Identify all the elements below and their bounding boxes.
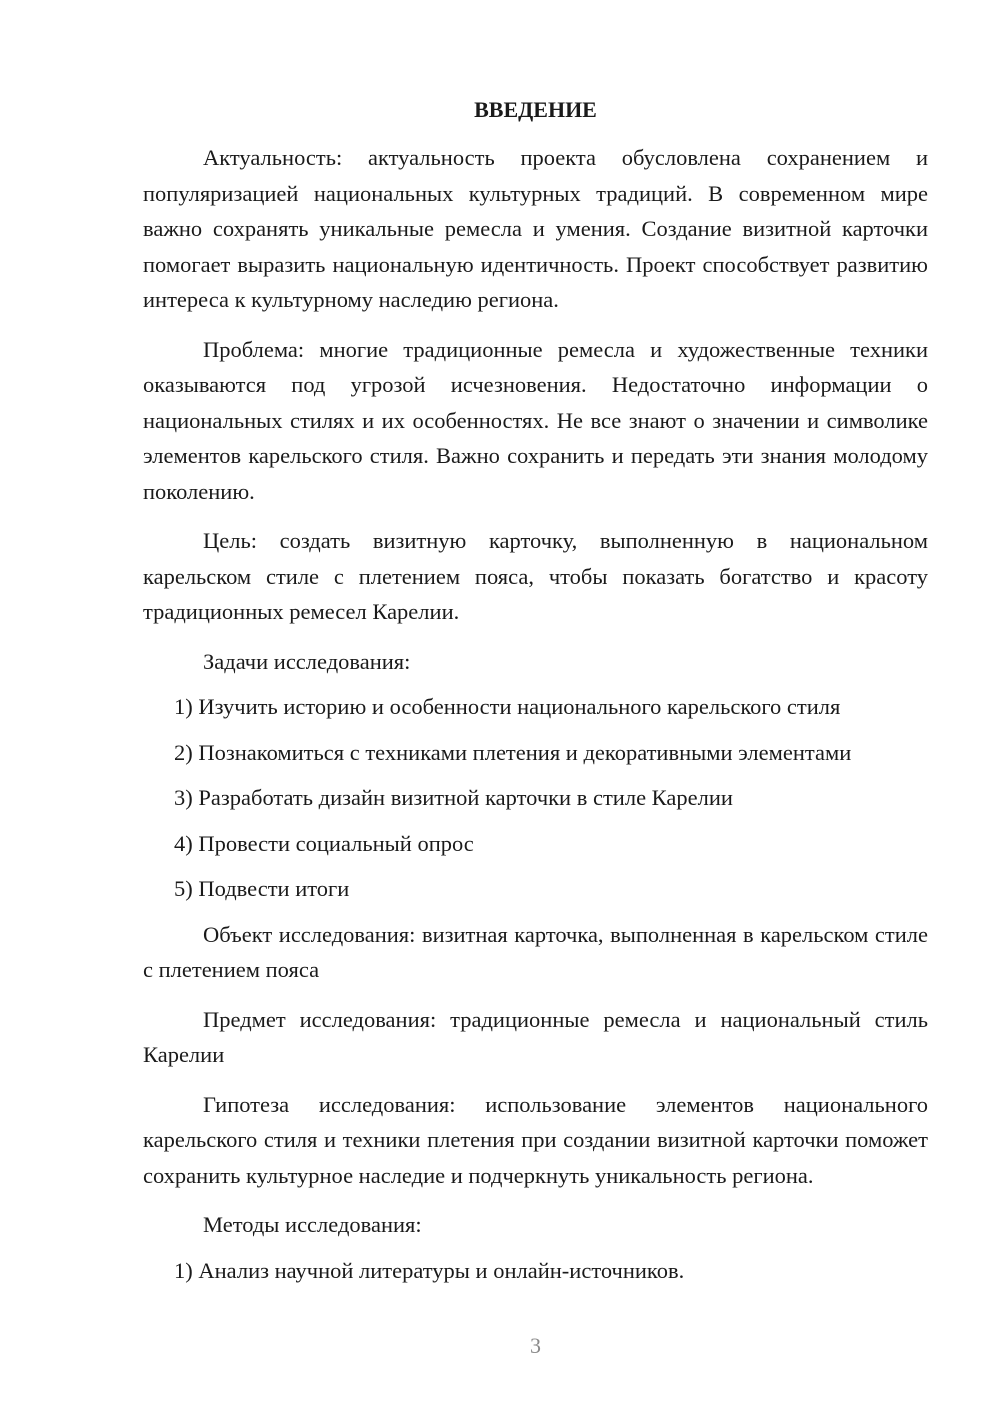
list-item: 1) Изучить историю и особенности национального карельского стиля	[174, 694, 841, 719]
tasks-list	[143, 689, 928, 907]
page-number: 3	[530, 1333, 541, 1358]
relevance-paragraph: Актуальность: актуальность проекта обусловлена сохранением и популяризацией национальных культурных традиций. В современном мире важно сохранять уникальные ремесла и умения. Создание визитной карточки помогает выразить национальную идентичность. Проект способствует развитию интереса к культурному наследию региона.	[143, 145, 928, 312]
subject-paragraph: Предмет исследования: традиционные ремесла и национальный стиль Карелии	[143, 1006, 928, 1067]
section-title: ВВЕДЕНИЕ	[474, 97, 597, 122]
methods-list	[143, 1253, 928, 1289]
list-item: 5) Подвести итоги	[174, 876, 350, 901]
tasks-heading: Задачи исследования:	[203, 648, 411, 674]
problem-paragraph: Проблема: многие традиционные ремесла и художественные техники оказываются под угрозой исчезновения. Недостаточно информации о национальных стилях и их особенностях. Не все знают о значении и символике элементов карельского стиля. Важно сохранить и передать эти знания молодому поколению.	[143, 336, 928, 504]
list-item: 3) Разработать дизайн визитной карточки в стиле Карелии	[174, 785, 733, 810]
hypothesis-paragraph: Гипотеза исследования: использование элементов национального карельского стиля и техники плетения при создании визитной карточки поможет сохранить культурное наследие и подчеркнуть уникальность региона.	[143, 1091, 928, 1188]
list-item: 2) Познакомиться с техниками плетения и декоративными элементами	[174, 739, 852, 765]
goal-paragraph: Цель: создать визитную карточку, выполненную в национальном карельском стиле с плетением пояса, чтобы показать богатство и красоту традиционных ремесел Карелии.	[143, 528, 928, 624]
methods-heading: Методы исследования:	[203, 1212, 422, 1237]
document-body	[143, 93, 928, 1298]
list-item: 1) Анализ научной литературы и онлайн-источников.	[174, 1257, 685, 1283]
object-paragraph: Объект исследования: визитная карточка, выполненная в карельском стиле с плетением пояса	[143, 921, 928, 982]
list-item: 4) Провести социальный опрос	[174, 830, 474, 856]
